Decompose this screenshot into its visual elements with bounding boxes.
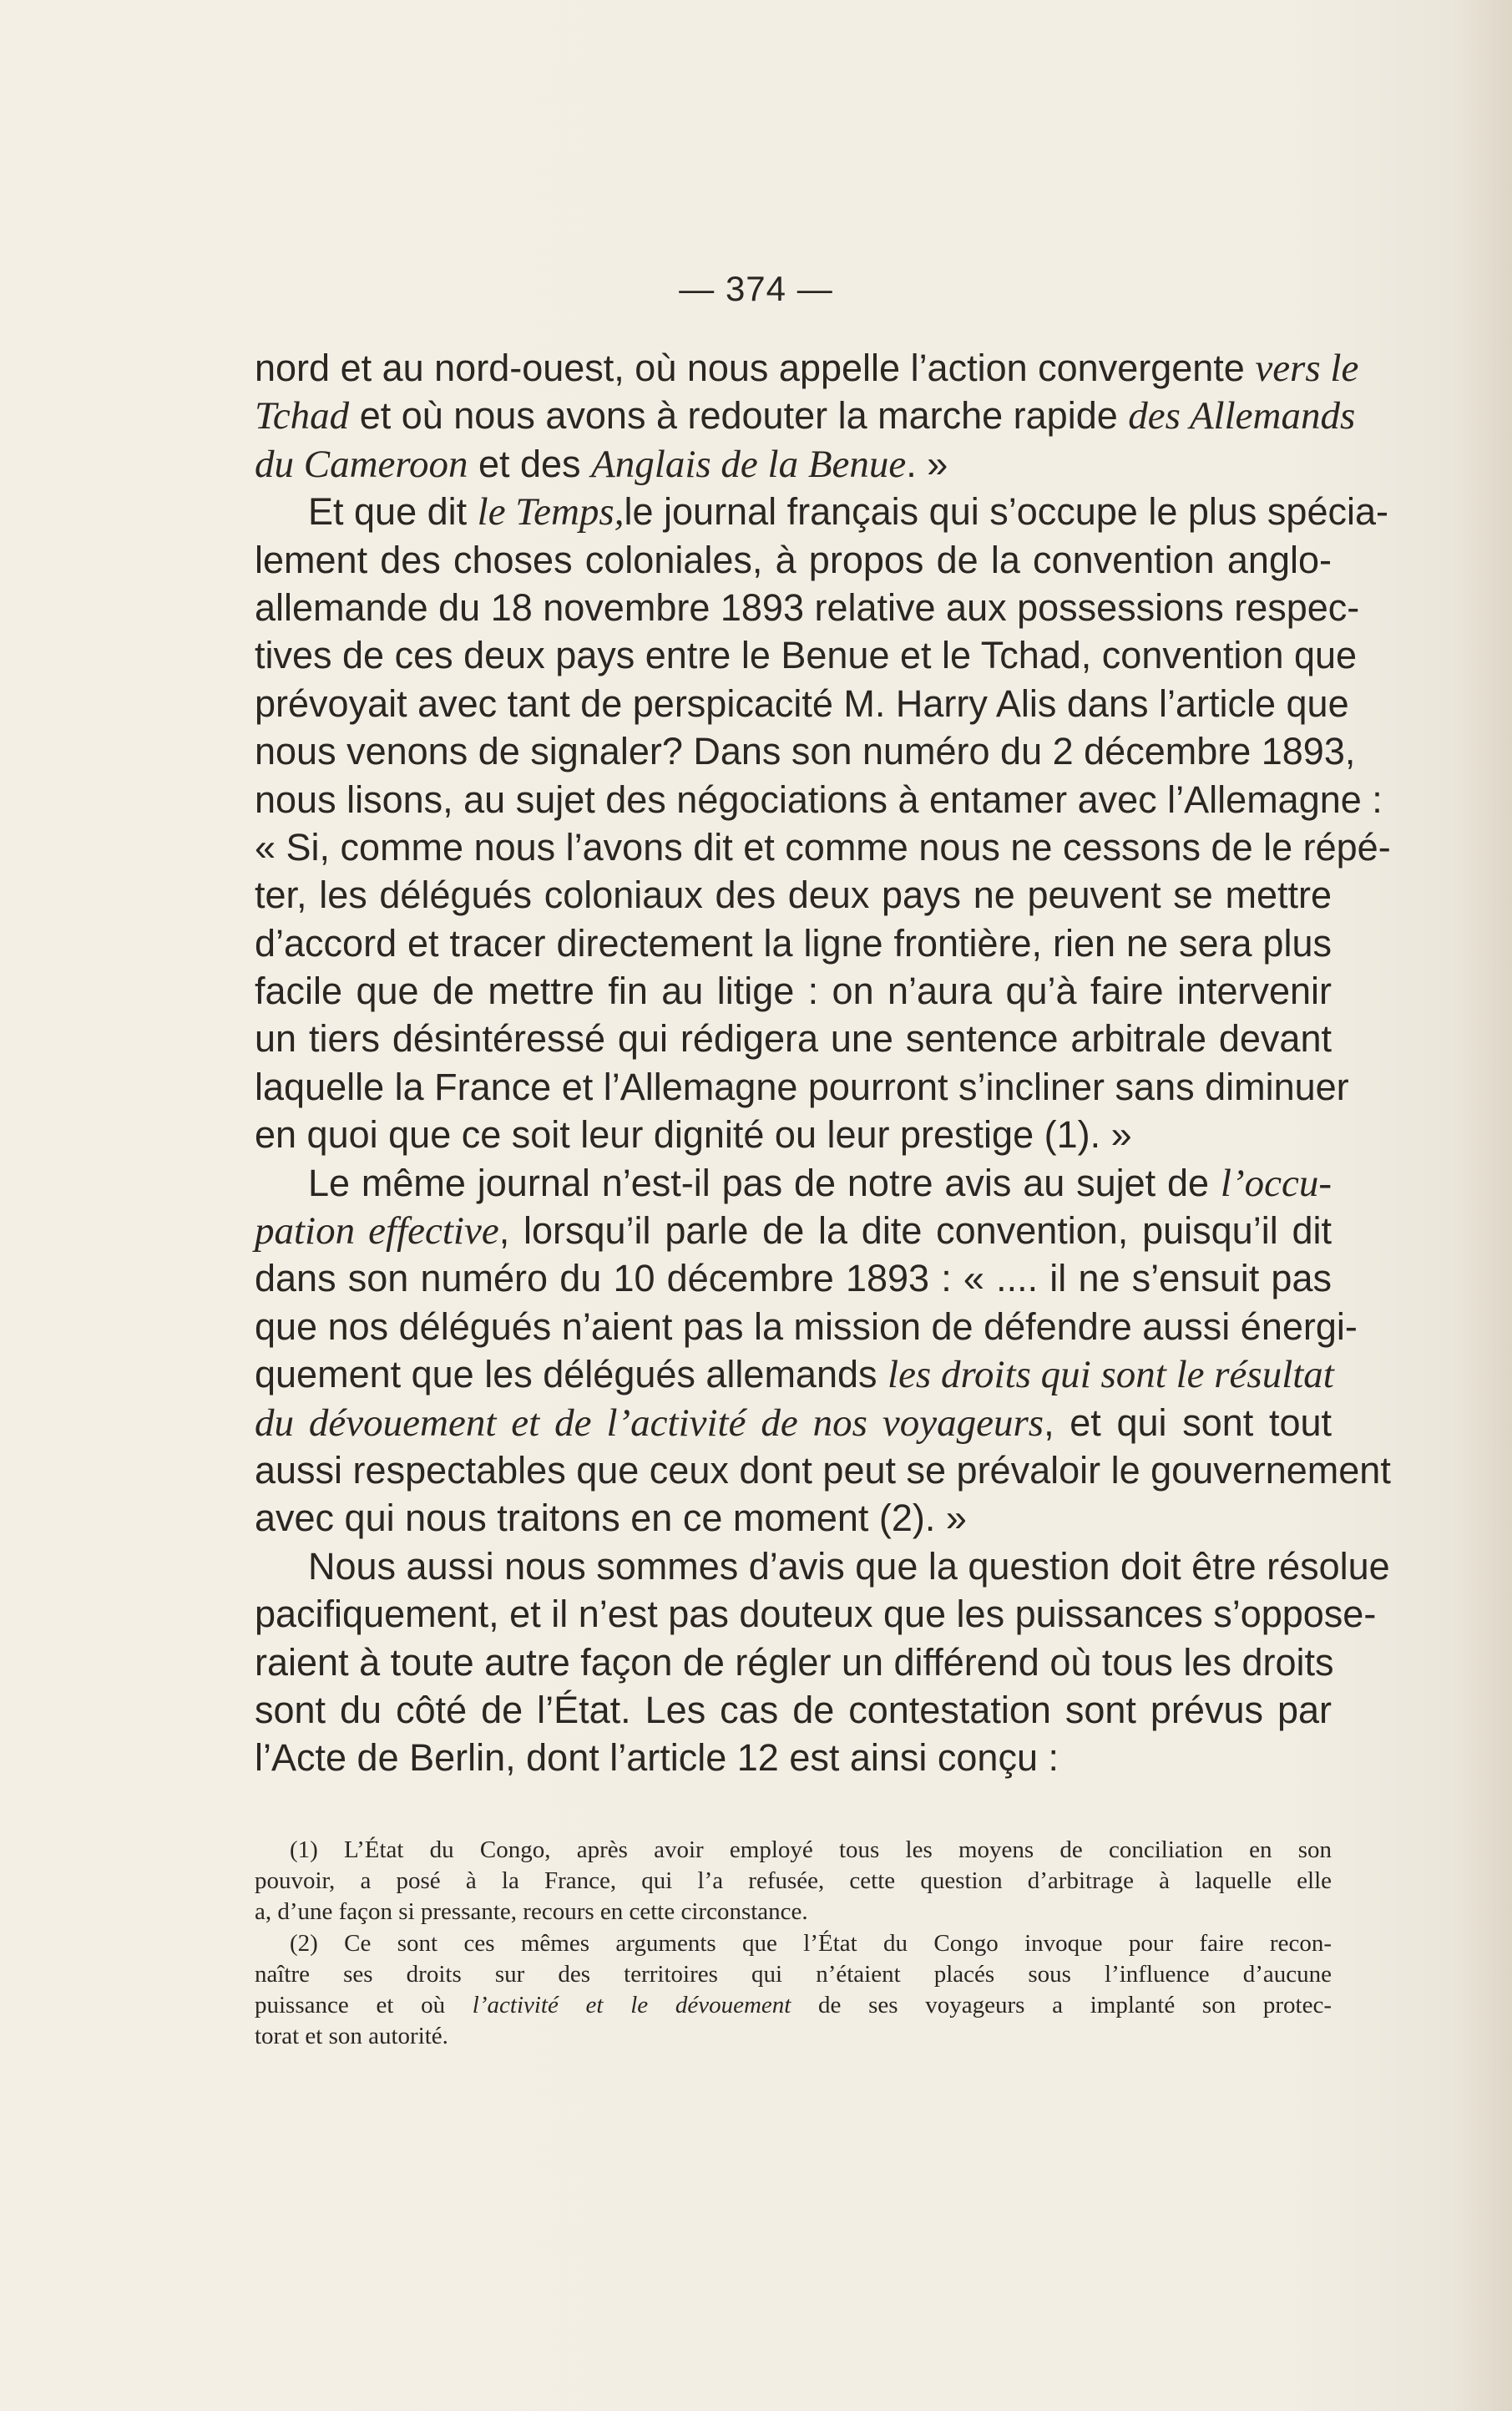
italic-text: Anglais de la Benue (591, 442, 907, 486)
text-run: tives de ces deux pays entre le Benue et le Tchad, convention que (255, 634, 1358, 677)
footnotes (255, 1835, 1332, 2052)
text-run: ter, les délégués coloniaux des deux pays ne peuvent se mettre (255, 874, 1332, 917)
page-number: — 374 — (679, 269, 833, 308)
footnote-line (255, 2021, 1332, 2052)
italic-text: l’activité et le dévouement (472, 1991, 791, 2018)
italic-text: pation effective (255, 1209, 499, 1254)
text-run: et des (468, 442, 592, 485)
footnote-line (255, 1928, 1332, 1959)
text-run: pacifiquement, et il n’est pas douteux que les puissances s’oppose- (255, 1593, 1377, 1636)
italic-text: des Allemands (1128, 394, 1356, 438)
text-run: que nos délégués n’aient pas la mission de défendre aussi énergi- (255, 1304, 1358, 1348)
footnote-line (255, 1990, 1332, 2021)
footnote-line (255, 1835, 1332, 1866)
text-line (255, 1063, 1349, 1111)
text-run: , lorsqu’il parle de la dite convention, puisqu’il dit (498, 1209, 1332, 1253)
text-line (255, 680, 1349, 727)
italic-text: les droits qui sont le résultat (887, 1353, 1334, 1397)
text-line (255, 1639, 1332, 1686)
text-run: aussi respectables que ceux dont peut se prévaloir le gouvernement (255, 1448, 1391, 1492)
text-line (255, 1350, 1332, 1398)
text-line (255, 1015, 1332, 1062)
text-line (255, 536, 1332, 584)
text-run: (1) L’État du Congo, après avoir employé tous les moyens de conciliation en son (290, 1836, 1332, 1863)
text-line (255, 1399, 1332, 1446)
text-run: prévoyait avec tant de perspicacité M. Harry Alis dans l’article que (255, 681, 1349, 725)
text-run: dans son numéro du 10 décembre 1893 : « .... il ne s’ensuit pas (255, 1257, 1332, 1300)
text-line (255, 1159, 1332, 1207)
text-line (255, 584, 1360, 631)
text-line (255, 488, 1388, 535)
footnote-line (255, 1866, 1332, 1897)
text-run: allemande du 18 novembre 1893 relative aux possessions respec- (255, 585, 1360, 629)
text-run: facile que de mettre fin au litige : on n’aura qu’à faire intervenir (255, 970, 1332, 1013)
text-line (255, 1686, 1332, 1734)
text-run: sont du côté de l’État. Les cas de contestation sont prévus par (255, 1688, 1332, 1731)
text-run: « Si, comme nous l’avons dit et comme nous ne cessons de le répé- (255, 825, 1391, 869)
text-line (255, 344, 1359, 392)
text-line (255, 727, 1356, 775)
italic-text: vers le (1255, 347, 1359, 390)
text-line (255, 871, 1332, 919)
italic-text: Tchad (255, 394, 350, 438)
text-run: , et qui sont tout (1044, 1401, 1332, 1444)
text-line (255, 967, 1332, 1015)
text-line (255, 1446, 1391, 1494)
text-run: . » (906, 442, 948, 485)
text-run: de ses voyageurs a implanté son protec- (791, 1991, 1332, 2018)
text-run: laquelle la France et l’Allemagne pourront s’incliner sans diminuer (255, 1065, 1349, 1108)
text-run: Et que dit (308, 490, 478, 534)
text-run: d’accord et tracer directement la ligne frontière, rien ne sera plus (255, 921, 1332, 965)
text-run: raient à toute autre façon de régler un différend où tous les droits (255, 1640, 1334, 1684)
text-run: nord et au nord-ouest, où nous appelle l’action convergente (255, 347, 1256, 389)
italic-text: du Cameroon (255, 442, 468, 486)
text-run: quement que les délégués allemands (255, 1353, 888, 1396)
text-run: pouvoir, a posé à la France, qui l’a refusée, cette question d’arbitrage à laquelle elle (255, 1867, 1332, 1895)
text-run: et où nous avons à redouter la marche rapide (349, 394, 1129, 438)
text-line (255, 1111, 1332, 1158)
text-run: Nous aussi nous sommes d’avis que la question doit être résolue (308, 1544, 1390, 1588)
body-text (255, 344, 1391, 1782)
text-line (255, 1542, 1390, 1590)
text-run: lement des choses coloniales, à propos de la convention anglo- (255, 538, 1332, 581)
text-line (255, 776, 1383, 823)
footnote-line (255, 1959, 1332, 1990)
text-line (255, 823, 1391, 871)
text-line (255, 1734, 1332, 1781)
footnote-line (255, 1897, 1332, 1927)
text-run: naître ses droits sur des territoires qui n’étaient placés sous l’influence d’aucune (255, 1960, 1332, 1988)
text-line (255, 631, 1358, 679)
text-line (255, 1254, 1332, 1302)
text-run: (2) Ce sont ces mêmes arguments que l’État du Congo invoque pour faire recon- (290, 1929, 1332, 1957)
text-line (255, 1303, 1358, 1350)
italic-text: du dévouement et de l’activité de nos voyageurs (255, 1401, 1044, 1445)
text-line (255, 440, 1332, 488)
text-run: le journal français qui s’occupe le plus spécia- (624, 490, 1388, 534)
text-line (255, 1590, 1377, 1638)
italic-text: l’occu- (1220, 1161, 1332, 1205)
text-run: nous lisons, au sujet des négociations à entamer avec l’Allemagne : (255, 777, 1383, 821)
text-run: Le même journal n’est-il pas de notre avis au sujet de (308, 1161, 1221, 1204)
text-run: torat et son autorité. (255, 2023, 448, 2050)
text-run: un tiers désintéressé qui rédigera une sentence arbitrale devant (255, 1017, 1332, 1061)
text-run: a, d’une façon si pressante, recours en cette circonstance. (255, 1898, 808, 1926)
text-line (255, 1494, 1332, 1542)
text-run: puissance et où (255, 1991, 473, 2018)
text-line (255, 919, 1332, 967)
italic-text: le Temps, (477, 490, 625, 534)
text-run: avec qui nous traitons en ce moment (2). » (255, 1497, 967, 1540)
text-run: nous venons de signaler? Dans son numéro du 2 décembre 1893, (255, 730, 1356, 773)
text-run: l’Acte de Berlin, dont l’article 12 est ainsi conçu : (255, 1736, 1059, 1780)
text-line (255, 1207, 1332, 1254)
text-run: en quoi que ce soit leur dignité ou leur prestige (1). » (255, 1113, 1132, 1157)
text-line (255, 392, 1356, 439)
